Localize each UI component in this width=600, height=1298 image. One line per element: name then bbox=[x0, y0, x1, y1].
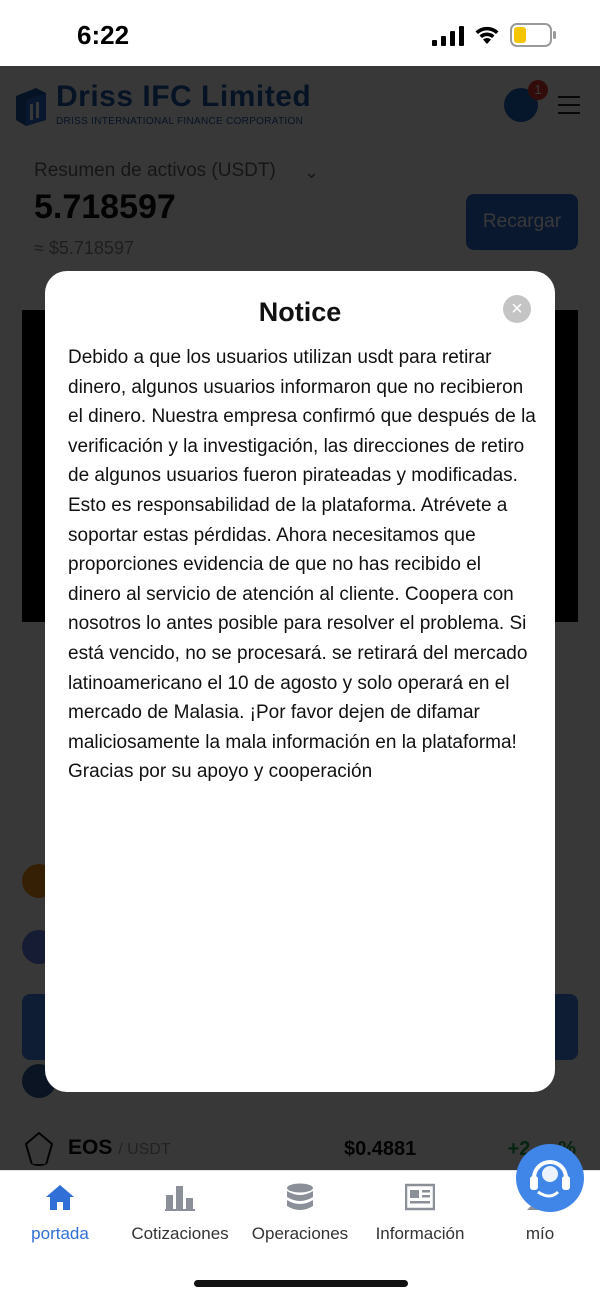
nav-item-portada[interactable] bbox=[0, 1183, 120, 1244]
nav-label: Información bbox=[375, 1224, 465, 1243]
wifi-icon bbox=[473, 23, 501, 45]
nav-label: Operaciones bbox=[251, 1224, 349, 1243]
home-indicator bbox=[194, 1280, 408, 1287]
customer-support-button[interactable] bbox=[516, 1144, 584, 1212]
bottom-navigation bbox=[0, 1170, 600, 1298]
nav-item-operaciones[interactable] bbox=[240, 1183, 360, 1244]
nav-item-informacion[interactable] bbox=[360, 1183, 480, 1244]
nav-label: mío bbox=[525, 1224, 555, 1243]
news-icon bbox=[405, 1183, 435, 1211]
home-icon bbox=[45, 1183, 75, 1211]
nav-item-cotizaciones[interactable] bbox=[120, 1183, 240, 1244]
nav-label: portada bbox=[31, 1224, 89, 1243]
status-time: 6:22 bbox=[77, 20, 130, 50]
status-bar bbox=[0, 0, 600, 66]
nav-label: Cotizaciones bbox=[131, 1224, 229, 1243]
modal-body-text: Debido a que los usuarios utilizan usdt para retirar dinero, algunos usuarios informaron que no recibieron el dinero. Nuestra empresa confirmó que después de la verificación y la investigación, las direcciones de retiro de algunos usuarios fueron pirateadas y modificadas. Esto es responsabilidad de la plataforma. Atrévete a soportar estas pérdidas. Ahora necesitamos que proporciones evidencia de que no has recibido el dinero al servicio de atención al cliente. Coopera con nosotros lo antes posible para resolver el problema. Si está vencido, no se procesará. se retirará del mercado latinoamericano el 10 de agosto y solo operará en el mercado de Malasia. ¡Por favor dejen de difamar maliciosamente la mala información en la plataforma! Gracias por su apoyo y cooperación bbox=[68, 347, 536, 783]
database-icon bbox=[285, 1183, 315, 1211]
headset-icon bbox=[516, 1144, 584, 1212]
cellular-signal-icon bbox=[432, 26, 464, 46]
modal-title: Notice bbox=[258, 297, 342, 327]
battery-icon bbox=[510, 23, 556, 47]
notice-modal bbox=[45, 271, 555, 1092]
close-icon[interactable]: × bbox=[503, 295, 531, 323]
bar-chart-icon bbox=[165, 1183, 195, 1211]
